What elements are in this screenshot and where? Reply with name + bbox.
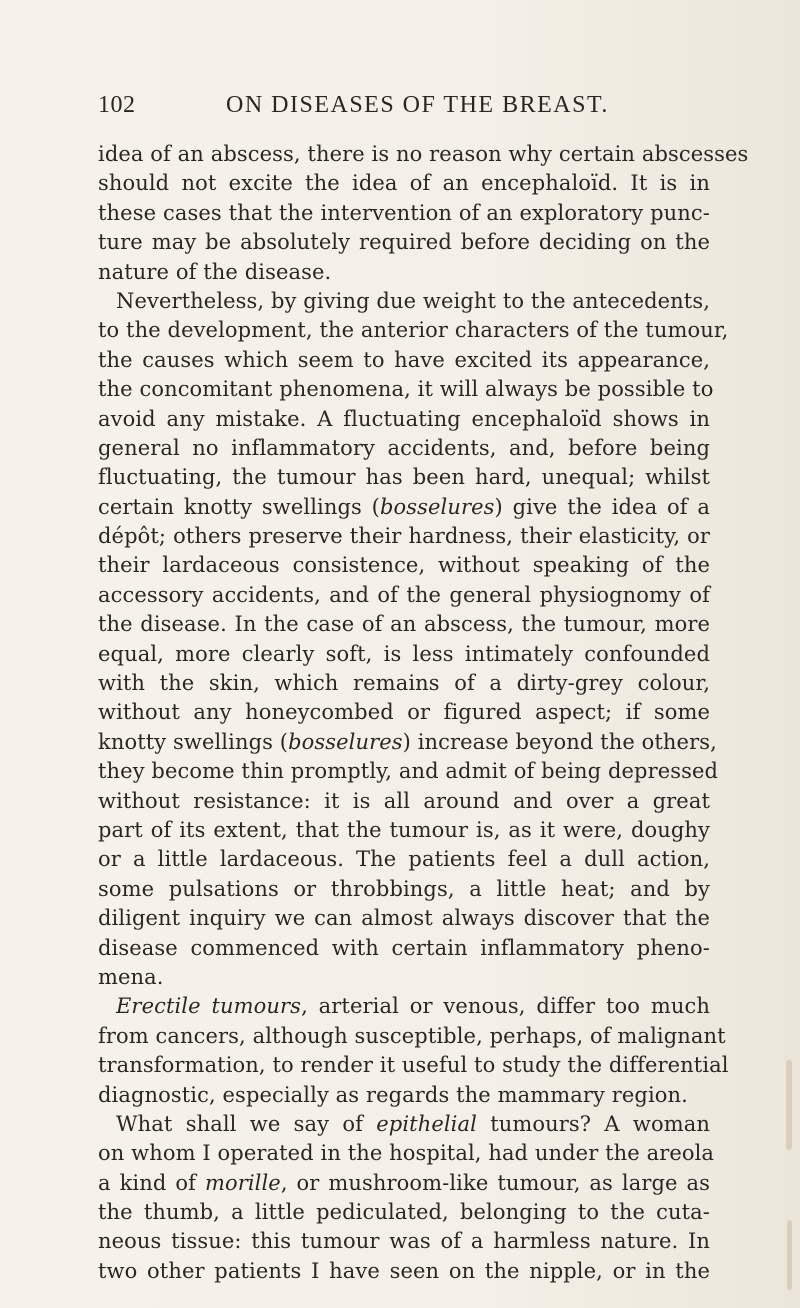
text-line: transformation, to render it useful to study the differential: [98, 1053, 729, 1078]
text-fragment: , arterial or venous, differ too much: [301, 994, 710, 1019]
text-fragment: tumours? A woman: [476, 1111, 710, 1136]
text-line: they become thin promptly, and admit of being depressed: [98, 759, 719, 784]
text-fragment: knotty swellings (: [98, 729, 289, 754]
text-line: the causes which seem to have excited its appearance,: [98, 347, 710, 372]
text-line: accessory accidents, and of the general physiognomy of: [98, 582, 710, 607]
text-line: the thumb, a little pediculated, belonging to the cuta-: [98, 1200, 710, 1225]
text-line: [98, 1169, 710, 1198]
text-line: dépôt; others preserve their hardness, their elasticity, or: [98, 524, 710, 549]
text-line: or a little lardaceous. The patients feel a dull action,: [98, 847, 710, 872]
running-head: ON DISEASES OF THE BREAST.: [226, 92, 609, 118]
text-line: Nevertheless, by giving due weight to the antecedents,: [116, 288, 710, 313]
italic-term: epithelial: [376, 1111, 477, 1136]
text-line: on whom I operated in the hospital, had under the areola: [98, 1141, 715, 1166]
paper-stain: [787, 1220, 792, 1290]
text-line: [98, 493, 710, 522]
text-fragment: ) give the idea of a: [494, 494, 710, 519]
text-line: avoid any mistake. A fluctuating encephaloïd shows in: [98, 406, 710, 431]
page-number: 102: [98, 92, 136, 118]
text-line: [98, 1110, 710, 1139]
text-fragment: a kind of: [98, 1170, 205, 1195]
text-line: some pulsations or throbbings, a little heat; and by: [98, 876, 710, 901]
text-line: mena.: [98, 964, 164, 989]
text-line: to the development, the anterior characters of the tumour,: [98, 318, 729, 343]
text-fragment: , or mushroom-like tumour, as large as: [280, 1170, 710, 1195]
text-line: disease commenced with certain inflammatory pheno-: [98, 935, 710, 960]
text-line: with the skin, which remains of a dirty-grey colour,: [98, 671, 710, 696]
text-line: should not excite the idea of an encephaloïd. It is in: [98, 171, 710, 196]
text-line: diagnostic, especially as regards the mammary region.: [98, 1082, 688, 1107]
italic-term: morille: [204, 1170, 281, 1195]
text-line: [98, 728, 717, 757]
text-line: equal, more clearly soft, is less intimately confounded: [98, 641, 710, 666]
text-line: idea of an abscess, there is no reason why certain abscesses: [98, 142, 749, 166]
text-line: ture may be absolutely required before deciding on the: [98, 230, 710, 255]
text-fragment: ) increase beyond the others,: [402, 729, 717, 754]
text-fragment: What shall we say of: [116, 1111, 377, 1136]
body-text: [98, 140, 749, 1286]
text-line: these cases that the intervention of an exploratory punc-: [98, 200, 710, 225]
text-line: neous tissue: this tumour was of a harmless nature. In: [98, 1229, 710, 1254]
page-header: [98, 92, 718, 122]
text-line: nature of the disease.: [98, 259, 332, 284]
text-line: [98, 992, 710, 1021]
text-line: without any honeycombed or figured aspect; if some: [98, 700, 710, 725]
paper-stain: [786, 1060, 792, 1150]
text-line: two other patients I have seen on the nipple, or in the: [98, 1258, 710, 1283]
text-line: the concomitant phenomena, it will always be possible to: [98, 377, 714, 402]
text-line: their lardaceous consistence, without speaking of the: [98, 553, 710, 578]
text-line: general no inflammatory accidents, and, before being: [98, 435, 710, 460]
text-fragment: certain knotty swellings (: [98, 494, 380, 519]
text-line: part of its extent, that the tumour is, as it were, doughy: [98, 817, 710, 842]
italic-term: bosselures: [379, 494, 495, 519]
text-line: diligent inquiry we can almost always discover that the: [98, 906, 710, 931]
text-line: without resistance: it is all around and over a great: [98, 788, 710, 813]
text-line: the disease. In the case of an abscess, the tumour, more: [98, 612, 710, 637]
italic-term: Erectile tumours: [116, 994, 302, 1019]
italic-term: bosselures: [288, 729, 403, 754]
text-line: from cancers, although susceptible, perhaps, of malignant: [98, 1023, 726, 1048]
text-line: fluctuating, the tumour has been hard, unequal; whilst: [98, 465, 710, 490]
